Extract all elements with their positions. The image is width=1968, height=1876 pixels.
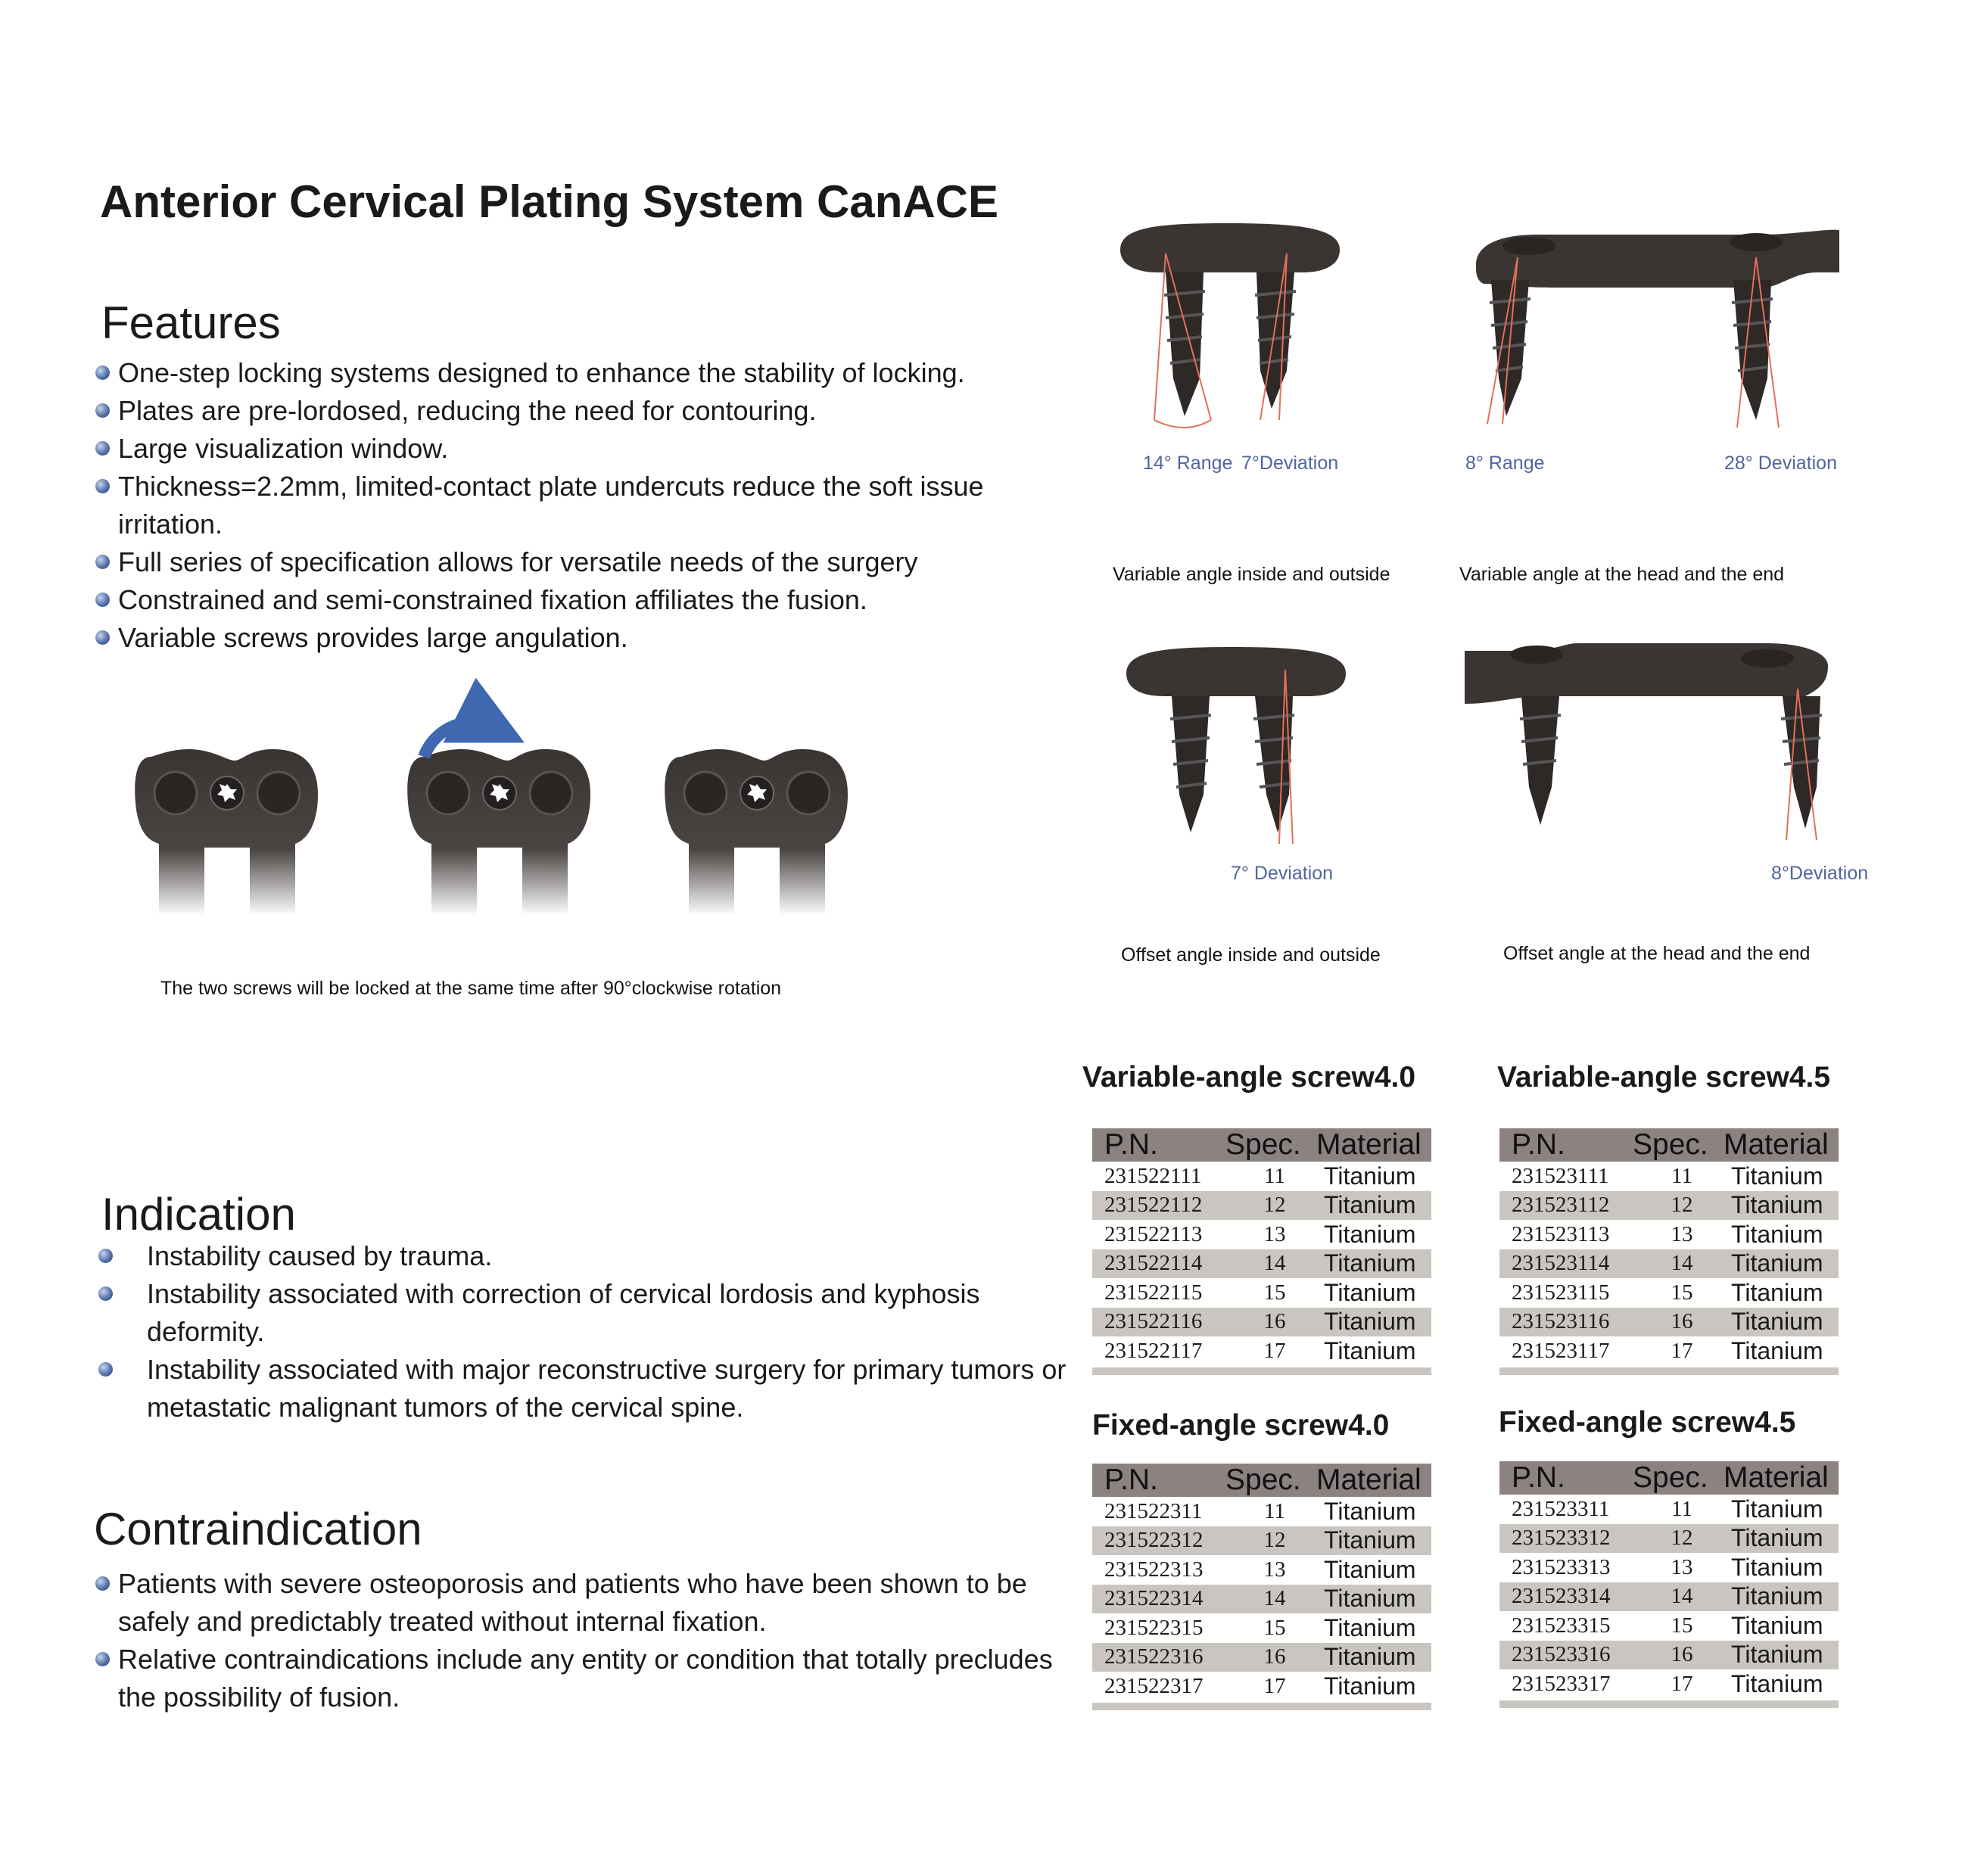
- table-header-cell: Material: [1316, 1464, 1422, 1496]
- table-row: [1092, 1672, 1431, 1701]
- table-title: Variable-angle screw4.5: [1497, 1061, 1831, 1094]
- locking-caption: The two screws will be locked at the same time after 90°clockwise rotation: [160, 978, 782, 999]
- page-title: Anterior Cervical Plating System CanACE: [100, 176, 999, 227]
- table-row: [1499, 1495, 1839, 1524]
- table-cell: Titanium: [1731, 1249, 1823, 1277]
- table-row: [1499, 1336, 1839, 1366]
- angle-label: 8°Deviation: [1771, 863, 1869, 884]
- table-cell: 231522313: [1104, 1557, 1204, 1582]
- contraindication-list: [100, 1565, 1084, 1716]
- table-row: [1092, 1613, 1431, 1643]
- table-cell: Titanium: [1324, 1613, 1416, 1641]
- indication-heading: Indication: [101, 1189, 296, 1240]
- table-cell: 231522316: [1104, 1644, 1204, 1669]
- diagram-caption: Offset angle inside and outside: [1121, 944, 1381, 966]
- feature-item: Variable screws provides large angulation.: [100, 619, 1091, 657]
- table-cell: Titanium: [1324, 1308, 1416, 1336]
- table-row: [1499, 1249, 1839, 1279]
- table-row: [1499, 1308, 1839, 1337]
- table-header-cell: Spec.: [1225, 1464, 1301, 1496]
- bullet-icon: [95, 366, 110, 380]
- indication-item: Instability associated with major reconstructive surgery for primary tumors or metastatic malignant tumors of the cervical spine.: [98, 1351, 1082, 1426]
- bullet-icon: [95, 555, 110, 569]
- table-row: [1092, 1585, 1431, 1614]
- table-cell: 231523116: [1512, 1309, 1610, 1334]
- plate-unlocked: [135, 749, 318, 916]
- table-cell: 231522116: [1104, 1309, 1203, 1334]
- table-cell: 12: [1263, 1193, 1286, 1218]
- feature-item: Constrained and semi-constrained fixation affiliates the fusion.: [100, 581, 1091, 619]
- spec-table: [1499, 1128, 1839, 1375]
- table-cell: 14: [1263, 1586, 1286, 1611]
- table-cell: 14: [1671, 1584, 1693, 1609]
- table-header-row: [1092, 1464, 1431, 1497]
- feature-item: Thickness=2.2mm, limited-contact plate undercuts reduce the soft issue irritation.: [100, 468, 1091, 543]
- indication-item: Instability associated with correction of cervical lordosis and kyphosis deformity.: [98, 1275, 1082, 1351]
- table-cell: 12: [1263, 1528, 1286, 1553]
- table-cell: Titanium: [1731, 1336, 1823, 1364]
- table-cell: 231523317: [1512, 1671, 1611, 1696]
- diagram-caption: Offset angle at the head and the end: [1503, 943, 1811, 964]
- spec-table: [1092, 1128, 1431, 1375]
- table-cell: Titanium: [1324, 1643, 1416, 1671]
- table-cell: 231523115: [1512, 1280, 1610, 1305]
- bullet-icon: [95, 630, 110, 645]
- table-cell: Titanium: [1731, 1553, 1823, 1581]
- table-row: [1499, 1278, 1839, 1308]
- table-cell: 14: [1671, 1251, 1693, 1276]
- table-cell: 231522112: [1104, 1193, 1203, 1218]
- table-row: [1499, 1553, 1839, 1582]
- table-row: [1092, 1162, 1431, 1191]
- table-cell: 11: [1671, 1163, 1692, 1188]
- table-row: [1092, 1643, 1431, 1672]
- table-cell: Titanium: [1324, 1220, 1416, 1248]
- table-cell: 231523114: [1512, 1251, 1610, 1276]
- table-cell: 231523314: [1512, 1584, 1611, 1609]
- table-header-row: [1092, 1128, 1431, 1162]
- table-cell: 12: [1671, 1526, 1693, 1551]
- feature-item: Large visualization window.: [100, 430, 1091, 468]
- diagram-variable-head: [1476, 219, 1854, 431]
- bullet-icon: [95, 1652, 110, 1666]
- indication-item: Instability caused by trauma.: [98, 1237, 1082, 1275]
- table-cell: 13: [1671, 1554, 1693, 1579]
- table-cell: 231522117: [1104, 1338, 1203, 1363]
- table-cell: Titanium: [1731, 1611, 1823, 1639]
- table-cell: 231522113: [1104, 1221, 1203, 1246]
- table-row: [1092, 1308, 1431, 1337]
- plate-locked: [665, 749, 848, 916]
- features-heading: Features: [101, 297, 281, 348]
- contraindication-heading: Contraindication: [94, 1504, 422, 1554]
- table-cell: Titanium: [1731, 1308, 1823, 1336]
- features-list: [100, 354, 1091, 657]
- table-header-row: [1499, 1461, 1839, 1495]
- contraindication-item: Patients with severe osteoporosis and patients who have been shown to be safely and predictably treated without internal fixation.: [100, 1565, 1084, 1641]
- diagram-caption: Variable angle inside and outside: [1113, 564, 1390, 585]
- table-row: [1092, 1555, 1431, 1585]
- table-row: [1092, 1278, 1431, 1308]
- table-cell: 231523312: [1512, 1526, 1611, 1551]
- locking-illustration: [121, 711, 878, 923]
- table-header-cell: Spec.: [1633, 1461, 1708, 1494]
- table-cell: 15: [1671, 1280, 1693, 1305]
- table-row: [1499, 1220, 1839, 1249]
- table-row: [1092, 1249, 1431, 1279]
- diagram-offset-head: [1465, 636, 1843, 832]
- angle-label: 7°Deviation: [1241, 453, 1339, 474]
- diagram-offset-inside: [1119, 643, 1361, 840]
- bullet-icon: [95, 1576, 110, 1591]
- table-title: Variable-angle screw4.0: [1082, 1061, 1416, 1094]
- angle-label: 8° Range: [1465, 453, 1545, 474]
- table-title: Fixed-angle screw4.0: [1092, 1409, 1390, 1442]
- table-footer-rule: [1499, 1367, 1839, 1375]
- table-cell: 11: [1264, 1498, 1285, 1523]
- table-cell: 13: [1263, 1557, 1286, 1582]
- bullet-icon: [95, 479, 110, 493]
- table-header-cell: Material: [1316, 1128, 1422, 1161]
- table-header-cell: Material: [1724, 1128, 1829, 1161]
- table-cell: Titanium: [1324, 1278, 1416, 1306]
- bullet-icon: [98, 1286, 113, 1301]
- table-cell: Titanium: [1731, 1162, 1823, 1190]
- table-header-cell: Spec.: [1225, 1128, 1301, 1161]
- diagram-variable-inside: [1113, 219, 1355, 416]
- table-cell: 15: [1263, 1615, 1286, 1640]
- table-cell: 11: [1671, 1496, 1692, 1521]
- table-row: [1092, 1497, 1431, 1526]
- table-header-cell: P.N.: [1512, 1128, 1565, 1161]
- table-cell: Titanium: [1731, 1278, 1823, 1306]
- table-row: [1092, 1526, 1431, 1556]
- table-cell: 231522314: [1104, 1586, 1204, 1611]
- table-row: [1499, 1582, 1839, 1612]
- bullet-icon: [98, 1362, 113, 1377]
- table-cell: Titanium: [1731, 1641, 1823, 1669]
- bullet-icon: [95, 441, 110, 456]
- bullet-icon: [95, 403, 110, 418]
- table-cell: 12: [1671, 1193, 1693, 1218]
- plate-rotating: [407, 722, 590, 916]
- table-header-cell: Spec.: [1633, 1128, 1708, 1161]
- table-cell: 17: [1263, 1338, 1286, 1363]
- table-cell: 14: [1263, 1251, 1286, 1276]
- table-cell: 13: [1263, 1221, 1286, 1246]
- table-row: [1499, 1641, 1839, 1670]
- angle-label: 28° Deviation: [1724, 453, 1837, 474]
- table-cell: 231523315: [1512, 1613, 1611, 1638]
- diagram-caption: Variable angle at the head and the end: [1459, 564, 1785, 585]
- table-cell: 16: [1671, 1309, 1693, 1334]
- table-cell: 231522317: [1104, 1673, 1204, 1698]
- table-cell: Titanium: [1731, 1582, 1823, 1610]
- table-title: Fixed-angle screw4.5: [1499, 1406, 1796, 1439]
- feature-item: Plates are pre-lordosed, reducing the need for contouring.: [100, 392, 1091, 430]
- table-cell: 16: [1671, 1642, 1693, 1667]
- table-header-row: [1499, 1128, 1839, 1162]
- table-footer-rule: [1092, 1703, 1431, 1710]
- table-cell: 231522115: [1104, 1280, 1203, 1305]
- table-footer-rule: [1499, 1700, 1839, 1708]
- table-cell: 231523311: [1512, 1496, 1610, 1521]
- table-cell: Titanium: [1324, 1191, 1416, 1219]
- table-cell: Titanium: [1324, 1672, 1416, 1700]
- table-cell: Titanium: [1324, 1497, 1416, 1525]
- table-cell: 231522111: [1104, 1163, 1202, 1188]
- table-row: [1092, 1220, 1431, 1249]
- table-cell: Titanium: [1324, 1249, 1416, 1277]
- table-cell: Titanium: [1731, 1524, 1823, 1552]
- table-cell: 15: [1263, 1280, 1286, 1305]
- table-cell: Titanium: [1324, 1526, 1416, 1554]
- table-cell: Titanium: [1731, 1669, 1823, 1697]
- table-cell: 16: [1263, 1644, 1286, 1669]
- table-row: [1092, 1191, 1431, 1221]
- contraindication-item: Relative contraindications include any entity or condition that totally precludes the possibility of fusion.: [100, 1641, 1084, 1716]
- table-cell: Titanium: [1324, 1336, 1416, 1364]
- table-cell: 231523113: [1512, 1221, 1610, 1246]
- table-cell: 231522114: [1104, 1251, 1203, 1276]
- spec-table: [1499, 1461, 1839, 1708]
- table-cell: 17: [1671, 1338, 1693, 1363]
- table-row: [1499, 1611, 1839, 1641]
- spec-table: [1092, 1464, 1431, 1710]
- table-cell: 231522311: [1104, 1498, 1203, 1523]
- table-cell: 231523111: [1512, 1163, 1609, 1188]
- table-footer-rule: [1092, 1367, 1431, 1375]
- table-header-cell: P.N.: [1104, 1128, 1158, 1161]
- table-cell: Titanium: [1731, 1191, 1823, 1219]
- table-cell: 231523316: [1512, 1642, 1611, 1667]
- table-cell: 16: [1263, 1309, 1286, 1334]
- table-cell: 13: [1671, 1221, 1693, 1246]
- table-cell: Titanium: [1324, 1555, 1416, 1583]
- feature-item: One-step locking systems designed to enhance the stability of locking.: [100, 354, 1091, 392]
- table-cell: Titanium: [1731, 1220, 1823, 1248]
- table-cell: 231523117: [1512, 1338, 1610, 1363]
- feature-item: Full series of specification allows for versatile needs of the surgery: [100, 543, 1091, 581]
- bullet-icon: [98, 1249, 113, 1263]
- indication-list: [98, 1237, 1082, 1426]
- table-cell: 11: [1264, 1163, 1285, 1188]
- table-header-cell: Material: [1724, 1461, 1829, 1494]
- table-cell: 231522315: [1104, 1615, 1204, 1640]
- table-cell: Titanium: [1324, 1585, 1416, 1613]
- table-row: [1499, 1669, 1839, 1699]
- angle-label: 7° Deviation: [1231, 863, 1334, 884]
- angle-label: 14° Range: [1143, 453, 1233, 474]
- table-cell: 17: [1263, 1673, 1286, 1698]
- table-header-cell: P.N.: [1104, 1464, 1158, 1496]
- table-cell: 231522312: [1104, 1528, 1204, 1553]
- table-row: [1499, 1162, 1839, 1191]
- table-cell: Titanium: [1731, 1495, 1823, 1523]
- table-row: [1499, 1524, 1839, 1554]
- table-cell: 231523313: [1512, 1554, 1611, 1579]
- table-cell: 15: [1671, 1613, 1693, 1638]
- table-cell: 231523112: [1512, 1193, 1610, 1218]
- table-cell: 17: [1671, 1671, 1693, 1696]
- table-row: [1499, 1191, 1839, 1221]
- table-header-cell: P.N.: [1512, 1461, 1565, 1494]
- table-cell: Titanium: [1324, 1162, 1416, 1190]
- table-row: [1092, 1336, 1431, 1366]
- bullet-icon: [95, 593, 110, 607]
